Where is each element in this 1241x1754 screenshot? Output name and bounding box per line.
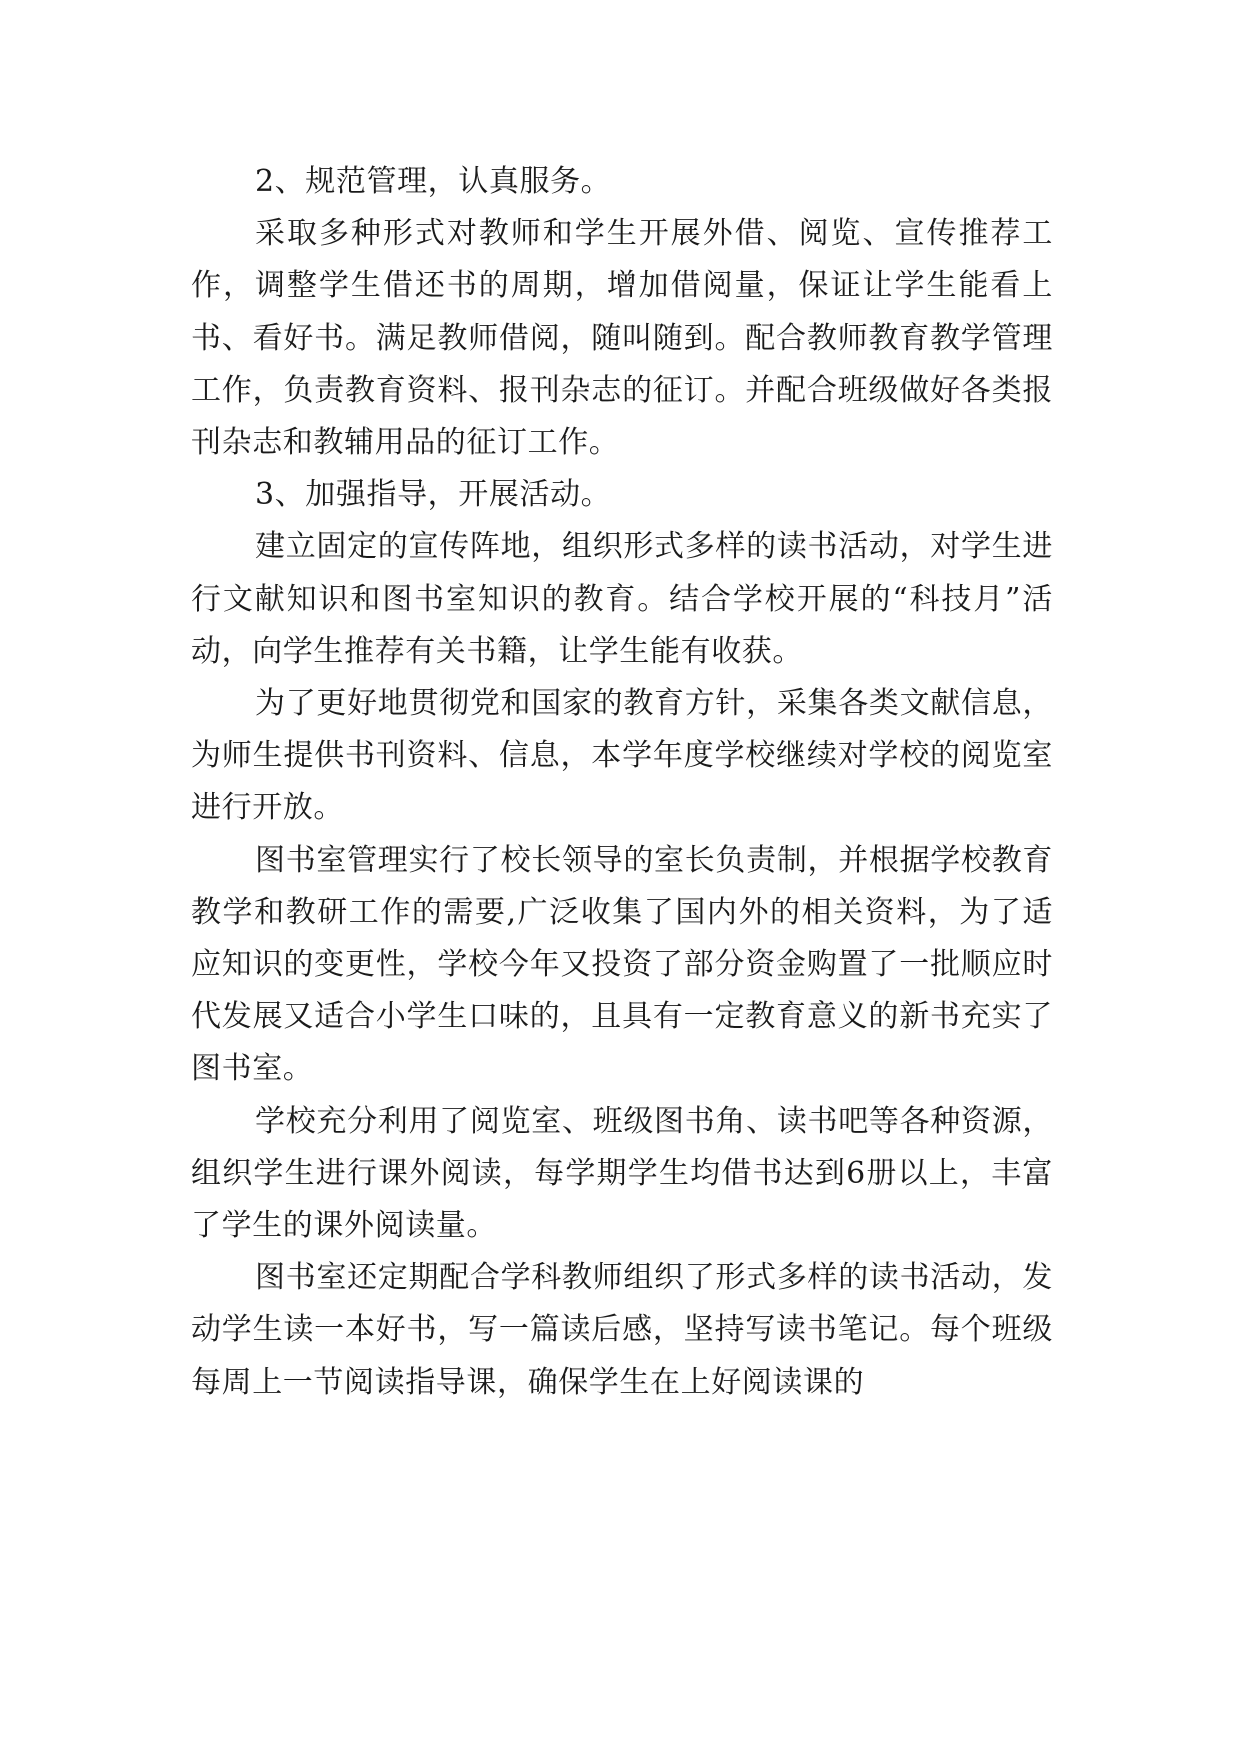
document-page xyxy=(191,156,1053,1409)
paragraph-reading-room-open: 为了更好地贯彻党和国家的教育方针，采集各类文献信息，为师生提供书刊资料、信息，本学年度学校继续对学校的阅览室进行开放。 xyxy=(191,686,1053,826)
paragraph-reading-guidance: 图书室还定期配合学科教师组织了形式多样的读书活动，发动学生读一本好书，写一篇读后感，坚持写读书笔记。每个班级每周上一节阅读指导课，确保学生在上好阅读课的 xyxy=(191,1260,1053,1400)
paragraph-resource-use: 学校充分利用了阅览室、班级图书角、读书吧等各种资源，组织学生进行课外阅读，每学期学生均借书达到6册以上，丰富了学生的课外阅读量。 xyxy=(191,1103,1053,1244)
paragraph-lending-service: 采取多种形式对教师和学生开展外借、阅览、宣传推荐工作，调整学生借还书的周期，增加借阅量，保证让学生能看上书、看好书。满足教师借阅，随叫随到。配合教师教育教学管理工作，负责教育资料、报刊杂志的征订。并配合班级做好各类报刊杂志和教辅用品的征订工作。 xyxy=(191,216,1053,461)
section-heading-3: 3、加强指导，开展活动。 xyxy=(255,477,612,513)
paragraph-reading-activities: 建立固定的宣传阵地，组织形式多样的读书活动，对学生进行文献知识和图书室知识的教育。结合学校开展的“科技月”活动，向学生推荐有关书籍，让学生能有收获。 xyxy=(191,529,1053,669)
section-heading-2: 2、规范管理，认真服务。 xyxy=(255,164,612,199)
paragraph-management-system: 图书室管理实行了校长领导的室长负责制，并根据学校教育教学和教研工作的需要,广泛收集了国内外的相关资料，为了适应知识的变更性，学校今年又投资了部分资金购置了一批顺应时代发展又适合小学生口味的，且具有一定教育意义的新书充实了图书室。 xyxy=(191,842,1053,1087)
